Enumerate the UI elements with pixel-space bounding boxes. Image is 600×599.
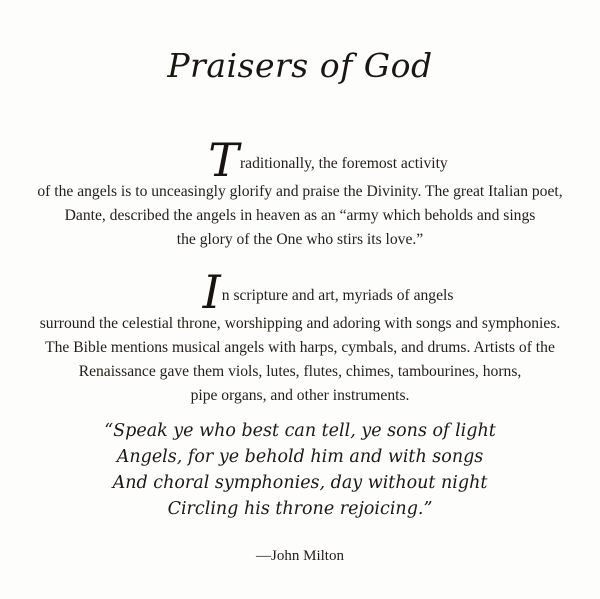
- paragraph-traditionally: [0, 133, 600, 252]
- paragraph-line: [0, 265, 600, 319]
- paragraph-line-text: raditionally, the foremost activity: [239, 155, 448, 172]
- paragraph-line: of the angels is to unceasingly glorify and praise the Divinity. The great Italian poet,: [37, 183, 563, 200]
- page-title: Praisers of God: [167, 46, 433, 85]
- milton-quote: [0, 418, 600, 522]
- paragraph-line: surround the celestial throne, worshipping and adoring with songs and symphonies.: [39, 315, 561, 332]
- quote-attribution: —John Milton: [256, 548, 344, 564]
- paragraph-line-text: n scripture and art, myriads of angels: [221, 287, 454, 304]
- quote-line: Angels, for ye behold him and with songs: [116, 447, 484, 467]
- paragraph-line: the glory of the One who stirs its love.”: [176, 231, 424, 248]
- quote-line: And choral symphonies, day without night: [112, 473, 488, 493]
- paragraph-scripture: [0, 265, 600, 408]
- drop-cap-initial: T: [208, 133, 239, 187]
- paragraph-line: [0, 133, 600, 187]
- paragraph-line: Renaissance gave them viols, lutes, flutes, chimes, tambourines, horns,: [78, 363, 522, 380]
- quote-line: Circling his throne rejoicing.”: [167, 499, 433, 519]
- paragraph-line: pipe organs, and other instruments.: [190, 387, 410, 404]
- quote-line: “Speak ye who best can tell, ye sons of light: [104, 421, 496, 441]
- drop-cap-initial: I: [202, 265, 221, 319]
- paragraph-line: Dante, described the angels in heaven as an “army which beholds and sings: [64, 207, 536, 224]
- paragraph-line: The Bible mentions musical angels with harps, cymbals, and drums. Artists of the: [45, 339, 555, 356]
